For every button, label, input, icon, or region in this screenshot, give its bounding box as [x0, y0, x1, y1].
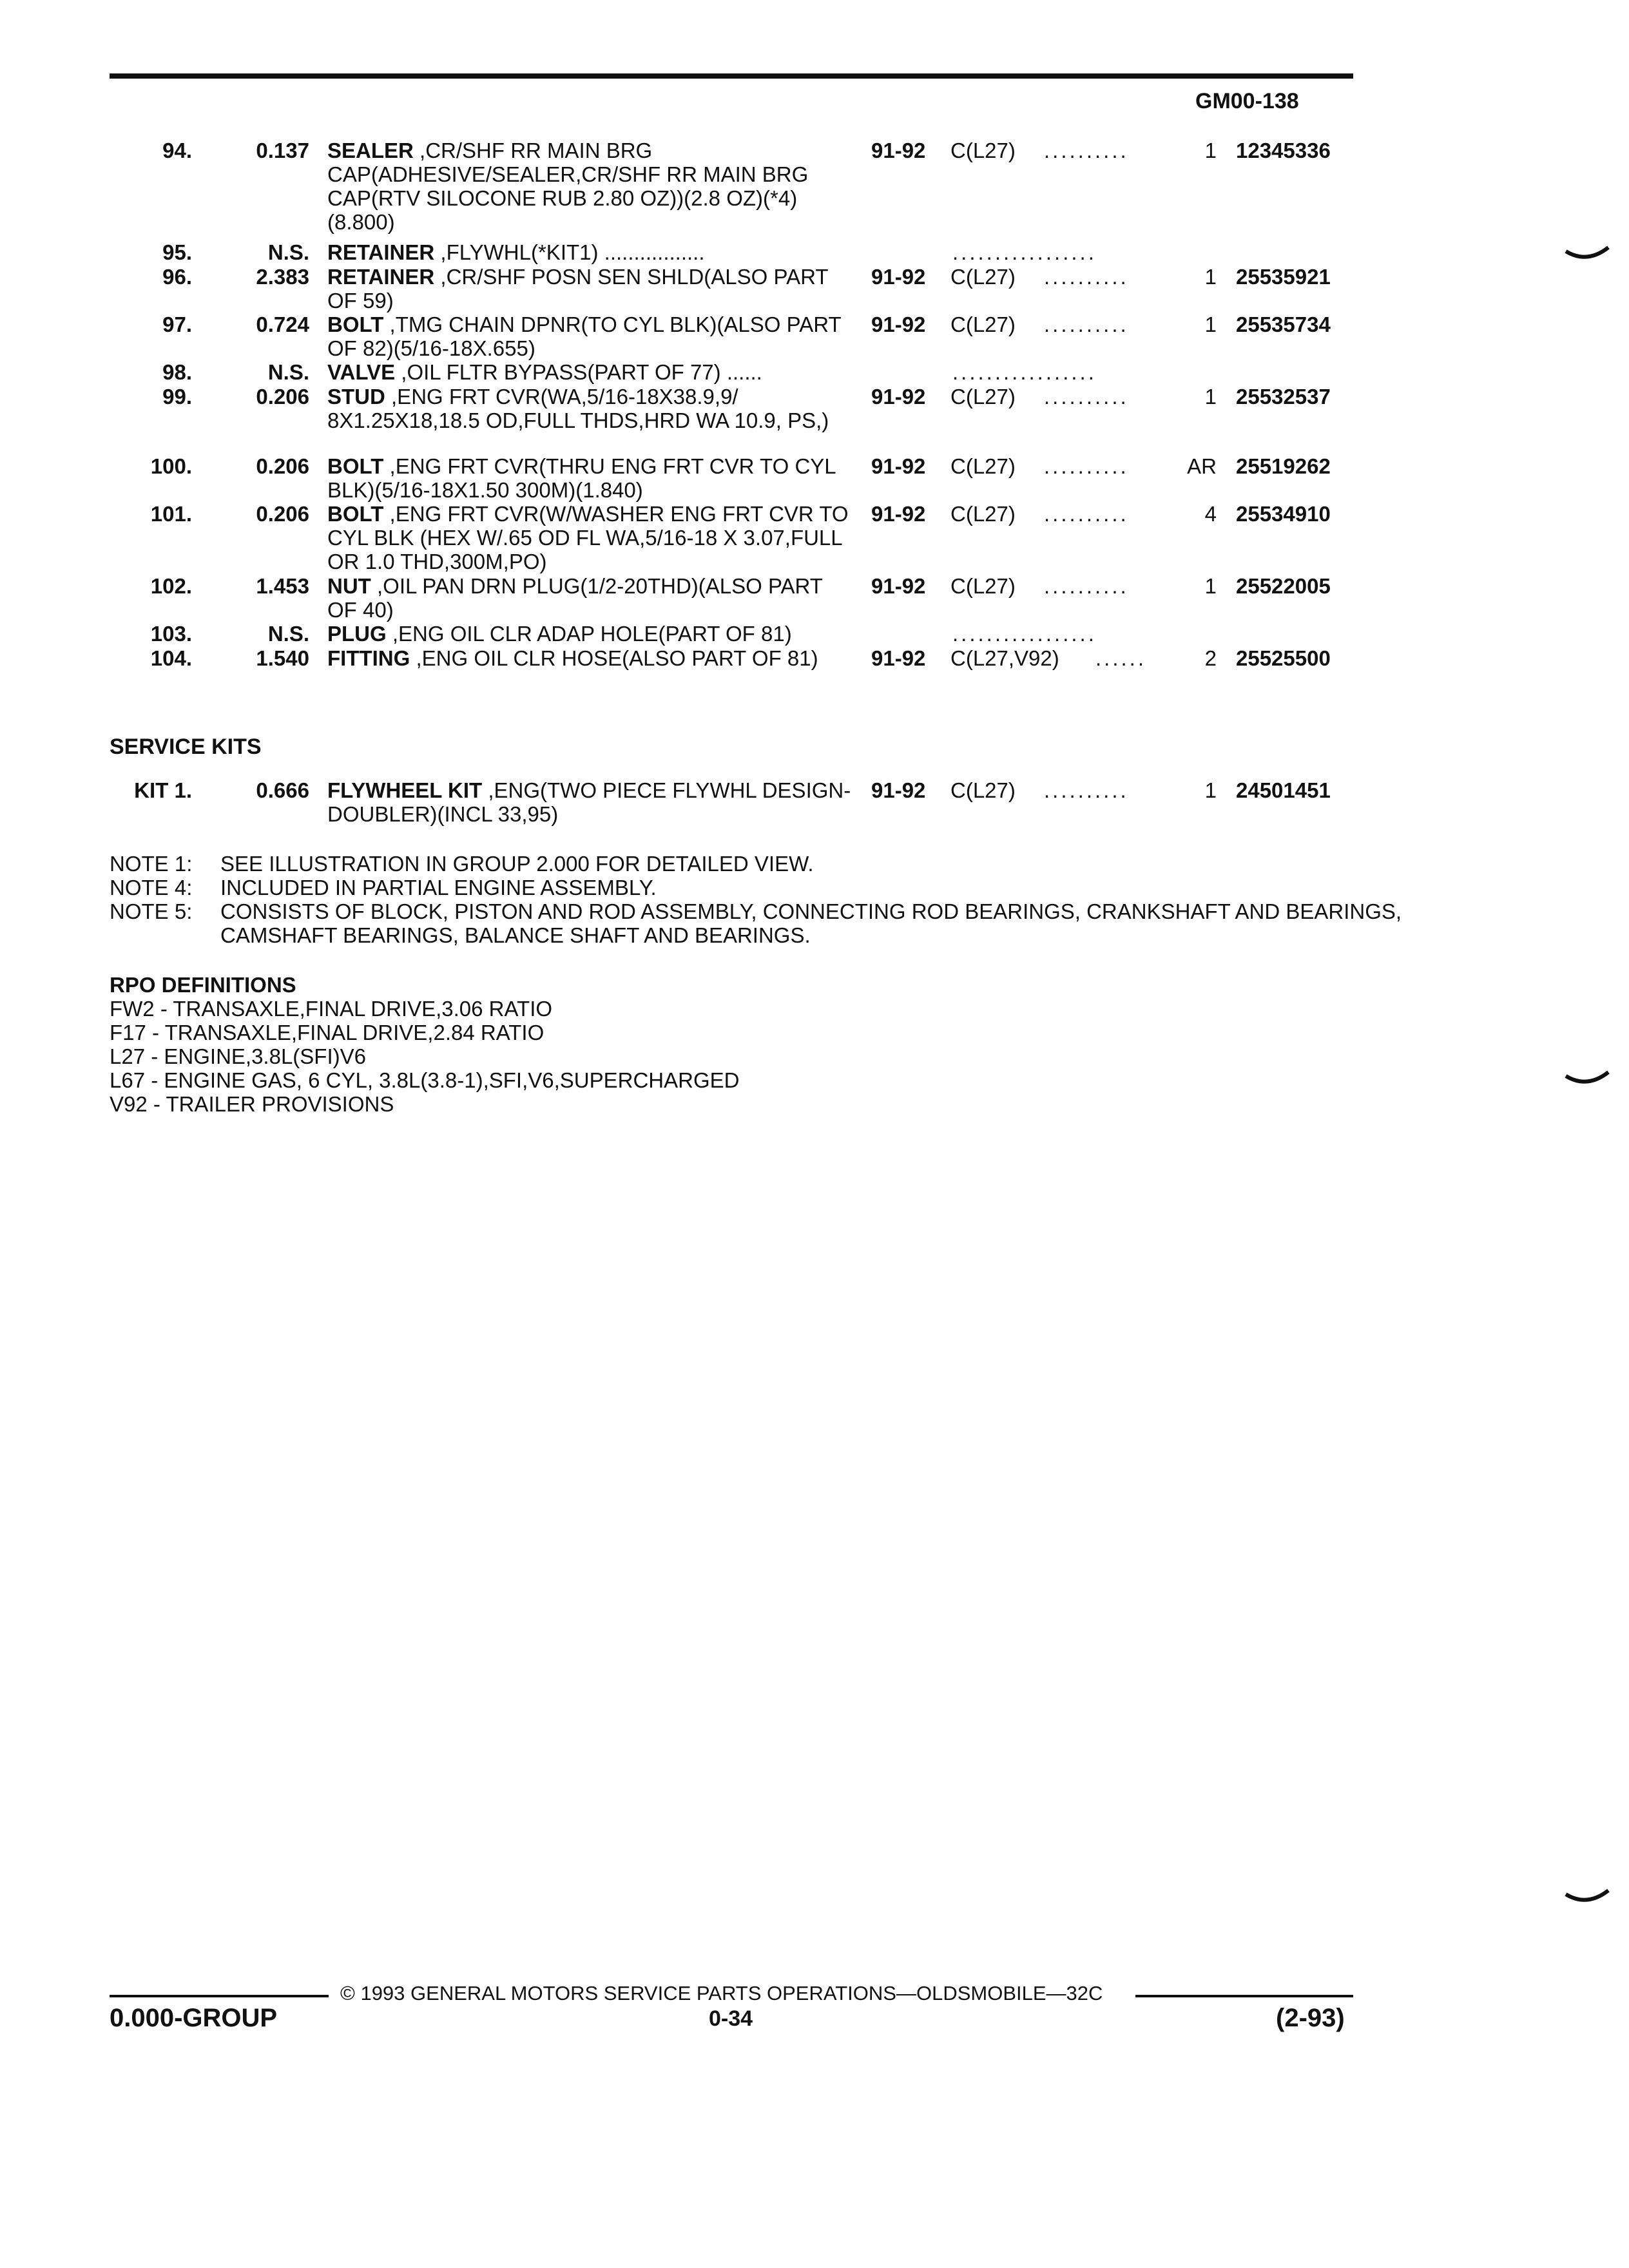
rpo-item: F17 - TRANSAXLE,FINAL DRIVE,2.84 RATIO — [110, 1021, 545, 1044]
part-description — [327, 240, 856, 264]
leader-dots: .......... — [1044, 312, 1129, 336]
note-text: INCLUDED IN PARTIAL ENGINE ASSEMBLY. — [220, 876, 657, 899]
service-kits-heading: SERVICE KITS — [110, 735, 262, 759]
item-number: 97. — [162, 312, 192, 336]
binder-hole-mark — [1565, 1070, 1610, 1089]
notes-section — [110, 852, 1463, 947]
part-number: 25522005 — [1236, 574, 1331, 598]
part-count: 1 — [1204, 385, 1217, 408]
model-years: 91-92 — [871, 778, 926, 802]
item-quantity: N.S. — [267, 622, 309, 646]
part-description — [327, 574, 856, 622]
part-description — [327, 265, 856, 312]
part-name: FLYWHEEL KIT — [327, 778, 483, 802]
part-number: 25535921 — [1236, 265, 1331, 289]
part-row — [0, 622, 1629, 646]
leader-dots: .......... — [1044, 139, 1129, 162]
part-detail: ,ENG OIL CLR ADAP HOLE(PART OF 81) — [386, 622, 792, 646]
item-quantity: 0.206 — [256, 385, 309, 408]
rpo-item: FW2 - TRANSAXLE,FINAL DRIVE,3.06 RATIO — [110, 997, 553, 1021]
model-years: 91-92 — [871, 454, 926, 478]
page-code: GM00-138 — [1195, 89, 1299, 113]
model-years: 91-92 — [871, 139, 926, 162]
part-row — [0, 778, 1629, 826]
part-detail: ,CR/SHF RR MAIN BRG CAP(ADHESIVE/SEALER,CR/SHF RR MAIN BRG CAP(RTV SILOCONE RUB 2.80 OZ))(2.8 OZ)(*4)(8.800) — [327, 139, 809, 234]
part-count: 1 — [1204, 778, 1217, 802]
part-count: 1 — [1204, 265, 1217, 289]
note-text: SEE ILLUSTRATION IN GROUP 2.000 FOR DETAILED VIEW. — [220, 852, 814, 876]
usage-code: C(L27) — [950, 502, 1016, 526]
note-item — [110, 899, 1463, 947]
part-detail: ,CR/SHF POSN SEN SHLD(ALSO PART OF 59) — [327, 265, 828, 312]
item-quantity: 0.666 — [256, 778, 309, 802]
part-description — [327, 385, 856, 432]
leader-dots: .......... — [1044, 454, 1129, 478]
item-quantity: 0.137 — [256, 139, 309, 162]
part-description — [327, 622, 856, 646]
note-label: NOTE 1: — [110, 852, 193, 876]
rpo-list — [110, 997, 740, 1116]
usage-code: C(L27) — [950, 454, 1016, 478]
part-name: BOLT — [327, 312, 384, 336]
item-number: 104. — [150, 646, 192, 670]
binder-hole-mark — [1565, 245, 1610, 264]
usage-code: C(L27) — [950, 312, 1016, 336]
footer-date: (2-93) — [1276, 2004, 1345, 2032]
part-row — [0, 240, 1629, 264]
footer-group: 0.000-GROUP — [110, 2004, 278, 2032]
usage-code: C(L27) — [950, 265, 1016, 289]
item-number: 96. — [162, 265, 192, 289]
footer-page-number: 0-34 — [709, 2006, 753, 2031]
part-number: 25534910 — [1236, 502, 1331, 526]
leader-dots: .......... — [1044, 778, 1129, 802]
part-name: NUT — [327, 574, 371, 598]
leader-dots: .......... — [1044, 574, 1129, 598]
item-quantity: N.S. — [267, 240, 309, 264]
usage-code: C(L27) — [950, 139, 1016, 162]
item-quantity: 0.206 — [256, 454, 309, 478]
footer-copyright: © 1993 GENERAL MOTORS SERVICE PARTS OPERATIONS—OLDSMOBILE—32C — [340, 1982, 1103, 2004]
rpo-heading: RPO DEFINITIONS — [110, 973, 296, 997]
part-description — [327, 312, 856, 360]
usage-code: C(L27,V92) — [950, 646, 1059, 670]
part-description — [327, 454, 856, 502]
item-number: 99. — [162, 385, 192, 408]
note-text: CONSISTS OF BLOCK, PISTON AND ROD ASSEMBLY, CONNECTING ROD BEARINGS, CRANKSHAFT AND BEARINGS, CAMSHAFT BEARINGS, BALANCE SHAFT AND BEARINGS. — [220, 899, 1402, 947]
rpo-item: L67 - ENGINE GAS, 6 CYL, 3.8L(3.8-1),SFI,V6,SUPERCHARGED — [110, 1068, 740, 1092]
leader-dots: .......... — [1044, 502, 1129, 526]
item-number: 94. — [162, 139, 192, 162]
part-detail: ,OIL PAN DRN PLUG(1/2-20THD)(ALSO PART OF 40) — [327, 574, 823, 622]
part-row — [0, 646, 1629, 670]
part-name: RETAINER — [327, 265, 435, 289]
usage-code: C(L27) — [950, 574, 1016, 598]
item-quantity: 0.206 — [256, 502, 309, 526]
part-detail: ,ENG FRT CVR(W/WASHER ENG FRT CVR TO CYL BLK (HEX W/.65 OD FL WA,5/16-18 X 3.07,FULL OR 1.0 THD,300M,PO) — [327, 502, 849, 573]
footer-rule-left — [110, 1995, 329, 1997]
part-count: 4 — [1204, 502, 1217, 526]
part-name: BOLT — [327, 502, 384, 526]
part-description — [327, 646, 856, 670]
part-count: 1 — [1204, 139, 1217, 162]
part-description — [327, 139, 856, 234]
rpo-item: V92 - TRAILER PROVISIONS — [110, 1092, 394, 1116]
model-years: 91-92 — [871, 574, 926, 598]
item-number: 101. — [150, 502, 192, 526]
item-number: 98. — [162, 360, 192, 384]
part-row — [0, 454, 1629, 502]
item-quantity: 2.383 — [256, 265, 309, 289]
item-quantity: 0.724 — [256, 312, 309, 336]
part-number: 25535734 — [1236, 312, 1331, 336]
part-number: 24501451 — [1236, 778, 1331, 802]
part-count: 2 — [1204, 646, 1217, 670]
part-detail: ,FLYWHL(*KIT1) ................. — [434, 240, 705, 264]
part-number: 25519262 — [1236, 454, 1331, 478]
model-years: 91-92 — [871, 265, 926, 289]
top-rule — [110, 73, 1353, 79]
part-name: PLUG — [327, 622, 387, 646]
usage-code: C(L27) — [950, 385, 1016, 408]
part-row — [0, 385, 1629, 432]
part-name: BOLT — [327, 454, 384, 478]
part-count: AR — [1187, 454, 1217, 478]
leader-dots: ................. — [952, 240, 1097, 264]
part-name: RETAINER — [327, 240, 435, 264]
item-quantity: 1.540 — [256, 646, 309, 670]
part-description — [327, 778, 856, 826]
part-row — [0, 574, 1629, 622]
binder-hole-mark — [1565, 1888, 1610, 1907]
model-years: 91-92 — [871, 312, 926, 336]
model-years: 91-92 — [871, 646, 926, 670]
note-item — [110, 876, 1463, 899]
note-label: NOTE 5: — [110, 899, 193, 923]
item-number: KIT 1. — [134, 778, 192, 802]
leader-dots: .......... — [1044, 265, 1129, 289]
item-number: 103. — [150, 622, 192, 646]
model-years: 91-92 — [871, 502, 926, 526]
part-detail: ,ENG(TWO PIECE FLYWHL DESIGN-DOUBLER)(INCL 33,95) — [327, 778, 851, 826]
item-number: 100. — [150, 454, 192, 478]
leader-dots: .......... — [1044, 385, 1129, 408]
part-name: SEALER — [327, 139, 414, 162]
rpo-definitions — [110, 973, 740, 1116]
part-detail: ,ENG OIL CLR HOSE(ALSO PART OF 81) — [410, 646, 818, 670]
part-description — [327, 502, 856, 573]
part-row — [0, 502, 1629, 573]
note-label: NOTE 4: — [110, 876, 193, 899]
item-number: 102. — [150, 574, 192, 598]
part-row — [0, 265, 1629, 312]
part-detail: ,TMG CHAIN DPNR(TO CYL BLK)(ALSO PART OF 82)(5/16-18X.655) — [327, 312, 842, 360]
part-row — [0, 139, 1629, 234]
part-description — [327, 360, 856, 384]
part-name: VALVE — [327, 360, 396, 384]
leader-dots: ................. — [952, 360, 1097, 384]
leader-dots: ................. — [952, 622, 1097, 646]
part-row — [0, 312, 1629, 360]
part-detail: ,OIL FLTR BYPASS(PART OF 77) ...... — [395, 360, 762, 384]
item-quantity: N.S. — [267, 360, 309, 384]
part-number: 25525500 — [1236, 646, 1331, 670]
part-name: STUD — [327, 385, 385, 408]
part-detail: ,ENG FRT CVR(THRU ENG FRT CVR TO CYL BLK)(5/16-18X1.50 300M)(1.840) — [327, 454, 836, 502]
rpo-item: L27 - ENGINE,3.8L(SFI)V6 — [110, 1044, 366, 1068]
part-number: 25532537 — [1236, 385, 1331, 408]
part-count: 1 — [1204, 574, 1217, 598]
part-row — [0, 360, 1629, 384]
model-years: 91-92 — [871, 385, 926, 408]
note-item — [110, 852, 1463, 876]
part-detail: ,ENG FRT CVR(WA,5/16-18X38.9,9/ 8X1.25X18,18.5 OD,FULL THDS,HRD WA 10.9, PS,) — [327, 385, 829, 432]
item-number: 95. — [162, 240, 192, 264]
part-count: 1 — [1204, 312, 1217, 336]
leader-dots: ...... — [1095, 646, 1147, 670]
usage-code: C(L27) — [950, 778, 1016, 802]
part-name: FITTING — [327, 646, 410, 670]
part-number: 12345336 — [1236, 139, 1331, 162]
item-quantity: 1.453 — [256, 574, 309, 598]
footer-rule-right — [1135, 1995, 1353, 1997]
